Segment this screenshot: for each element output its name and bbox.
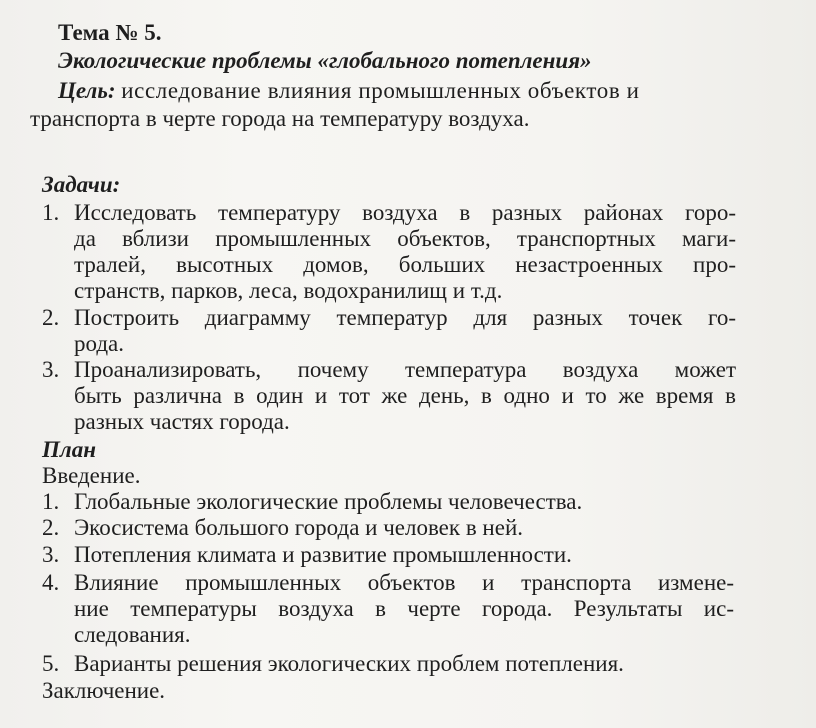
plan-line: Влияние промышленных объектов и транспорта измене- bbox=[74, 570, 734, 595]
plan-line: Глобальные экологические проблемы человечества. bbox=[74, 489, 583, 514]
task-line: рода. bbox=[74, 331, 124, 356]
plan-number: 1. bbox=[42, 489, 60, 514]
goal-label: Цель: bbox=[58, 78, 116, 103]
goal-line-1 bbox=[58, 77, 748, 105]
topic-subtitle: Экологические проблемы «глобального потепления» bbox=[58, 48, 592, 73]
task-line: странств, парков, леса, водохранилищ и т.д. bbox=[74, 278, 503, 303]
plan-number: 2. bbox=[42, 515, 60, 540]
task-line: разных частях города. bbox=[74, 409, 290, 434]
plan-number: 4. bbox=[42, 570, 60, 595]
plan-line: ние температуры воздуха в черте города. Результаты ис- bbox=[74, 596, 734, 621]
task-line: тралей, высотных домов, больших незастроенных про- bbox=[74, 252, 736, 277]
tasks-heading: Задачи: bbox=[42, 172, 121, 197]
task-line: быть различна в один и тот же день, в одно и то же время в bbox=[74, 383, 736, 408]
plan-number: 3. bbox=[42, 542, 60, 567]
plan-line: Экосистема большого города и человек в ней. bbox=[74, 515, 524, 540]
plan-conclusion: Заключение. bbox=[42, 678, 166, 703]
task-number: 2. bbox=[42, 305, 60, 330]
task-line: Исследовать температуру воздуха в разных районах горо- bbox=[74, 200, 736, 225]
task-number: 3. bbox=[42, 357, 60, 382]
task-line: Проанализировать, почему температура воздуха может bbox=[74, 357, 736, 382]
goal-text-line2: транспорта в черте города на температуру воздуха. bbox=[30, 106, 530, 131]
plan-line: Варианты решения экологических проблем потепления. bbox=[74, 651, 624, 676]
plan-number: 5. bbox=[42, 651, 60, 676]
task-line: Построить диаграмму температур для разных точек го- bbox=[74, 305, 736, 330]
plan-line: Потепления климата и развитие промышленности. bbox=[74, 542, 572, 567]
plan-line: следования. bbox=[74, 622, 191, 647]
task-number: 1. bbox=[42, 200, 60, 225]
task-line: да вблизи промышленных объектов, транспортных маги- bbox=[74, 226, 736, 251]
goal-text-line1: исследование влияния промышленных объектов и bbox=[121, 78, 640, 103]
plan-intro: Введение. bbox=[42, 463, 141, 488]
topic-title: Тема № 5. bbox=[58, 20, 162, 45]
plan-heading: План bbox=[42, 437, 96, 462]
